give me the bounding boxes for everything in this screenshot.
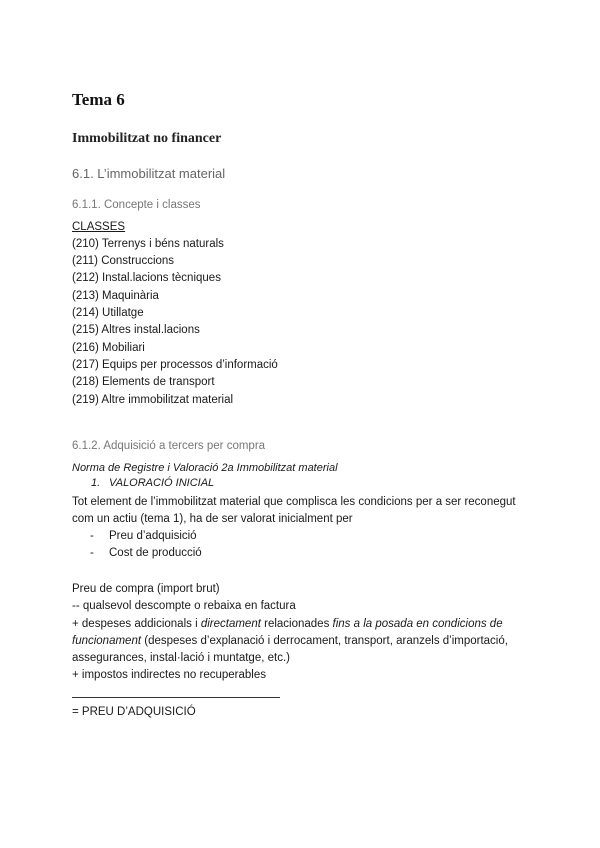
bullet-item: Cost de producció (109, 547, 202, 559)
calc-line: assegurances, instal·lació i muntatge, etc.) (72, 652, 290, 664)
section-heading-6-1-2: 6.1.2. Adquisició a tercers per compra (72, 440, 266, 452)
page-subtitle: Immobilitzat no financer (72, 131, 222, 146)
page-title: Tema 6 (72, 90, 125, 109)
classes-heading: CLASSES (72, 221, 126, 233)
section-heading-6-1-1: 6.1.1. Concepte i classes (72, 199, 201, 211)
class-item: (215) Altres instal.lacions (72, 324, 200, 336)
bullet-marker: - (90, 547, 94, 559)
norma-reference: Norma de Registre i Valoració 2a Immobilitzat material (72, 462, 338, 474)
section-heading-6-1: 6.1. L’immobilitzat material (72, 166, 226, 181)
class-item: (219) Altre immobilitzat material (72, 394, 234, 406)
calc-result: = PREU D’ADQUISICIÓ (72, 706, 196, 718)
class-item: (214) Utillatge (72, 307, 144, 319)
class-item: (212) Instal.lacions tècniques (72, 272, 221, 284)
calc-line: funcionament (despeses d’explanació i derrocament, transport, aranzels d’importació, (72, 635, 508, 647)
calc-line: + despeses addicionals i directament relacionades fins a la posada en condicions de (72, 618, 503, 630)
class-item: (210) Terrenys i béns naturals (72, 238, 224, 250)
sum-divider (72, 697, 280, 698)
class-item: (211) Construccions (72, 255, 175, 267)
class-item: (217) Equips per processos d’informació (72, 359, 278, 371)
paragraph-line: Tot element de l’immobilitzat material que complisca les condicions per a ser reconegut (72, 496, 516, 508)
calc-line: + impostos indirectes no recuperables (72, 669, 267, 681)
calc-line: Preu de compra (import brut) (72, 583, 220, 595)
class-item: (216) Mobiliari (72, 342, 145, 354)
bullet-item: Preu d’adquisició (109, 530, 197, 542)
bullet-marker: - (90, 530, 94, 542)
numbered-item-number: 1. (91, 477, 101, 489)
numbered-item-label: VALORACIÓ INICIAL (109, 477, 215, 489)
class-item: (213) Maquinària (72, 290, 159, 302)
calc-line: -- qualsevol descompte o rebaixa en factura (72, 600, 296, 612)
paragraph-line: com un actiu (tema 1), ha de ser valorat inicialment per (72, 513, 353, 525)
class-item: (218) Elements de transport (72, 376, 215, 388)
